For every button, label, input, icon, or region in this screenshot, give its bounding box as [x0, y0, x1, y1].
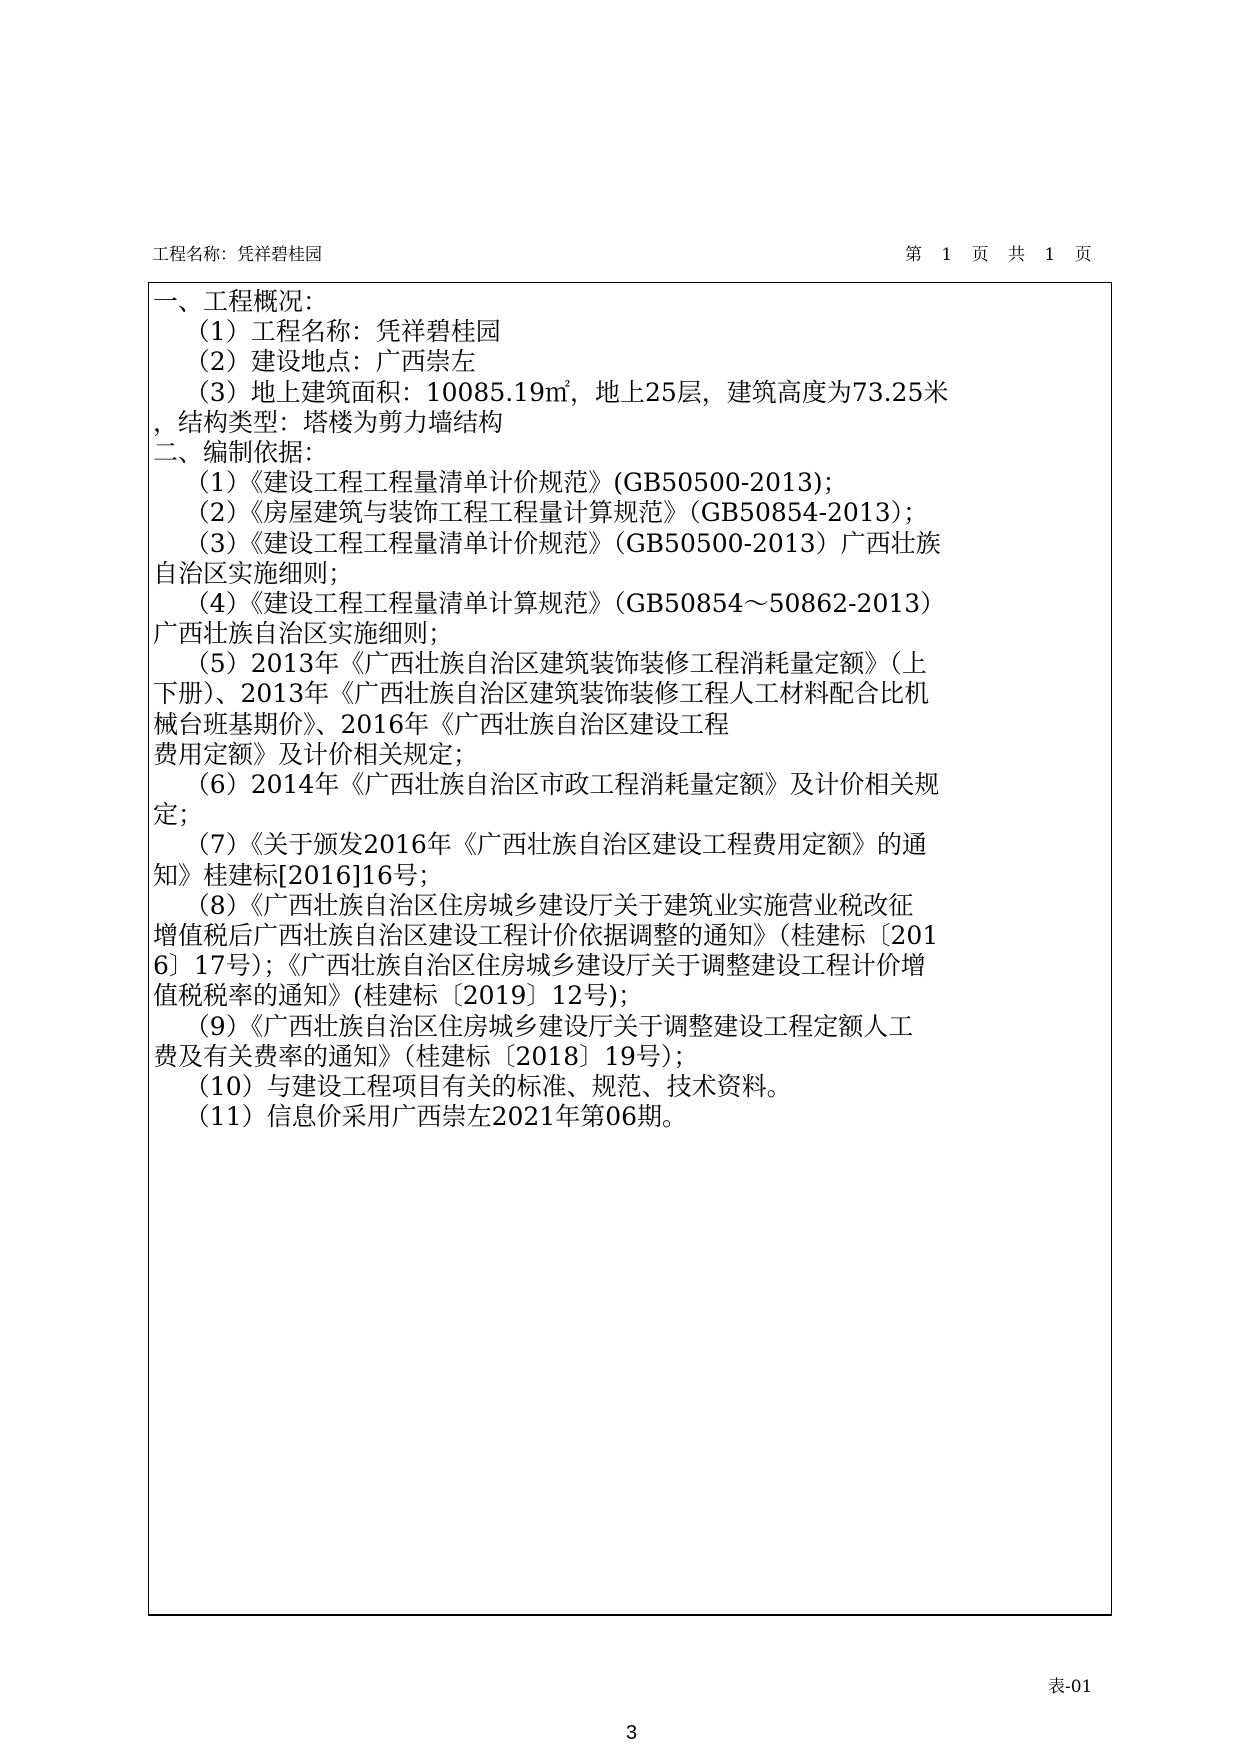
text-line: （7）《关于颁发2016年《广西壮族自治区建设工程费用定额》的通	[153, 830, 927, 860]
page-number: 3	[626, 1722, 638, 1744]
text-line: 定；	[153, 800, 204, 830]
text-line: 费及有关费率的通知》（桂建标〔2018〕19号）；	[153, 1041, 699, 1071]
text-line: 知》桂建标[2016]16号；	[153, 860, 443, 890]
text-line: （3）地上建筑面积：10085.19㎡，地上25层，建筑高度为73.25米	[153, 377, 949, 407]
text-line: （9）《广西壮族自治区住房城乡建设厅关于调整建设工程定额人工	[153, 1011, 914, 1041]
text-line: 增值税后广西壮族自治区建设工程计价依据调整的通知》（桂建标〔201	[153, 920, 939, 950]
text-line: 下册）、2013年《广西壮族自治区建筑装饰装修工程人工材料配合比机	[153, 679, 930, 709]
text-line: （8）《广西壮族自治区住房城乡建设厅关于建筑业实施营业税改征	[153, 890, 914, 920]
text-line: 广西壮族自治区实施细则；	[153, 619, 454, 649]
text-line: （1）《建设工程工程量清单计价规范》(GB50500-2013)；	[153, 468, 848, 498]
text-line: （5）2013年《广西壮族自治区建筑装饰装修工程消耗量定额》（上	[153, 649, 927, 679]
text-line: （3）《建设工程工程量清单计价规范》（GB50500-2013）广西壮族	[153, 528, 941, 558]
text-line: （4）《建设工程工程量清单计算规范》（GB50854～50862-2013）	[153, 588, 946, 618]
text-line: （2）建设地点：广西崇左	[153, 347, 476, 377]
text-line: 费用定额》及计价相关规定；	[153, 739, 479, 769]
page-info: 第 1 页 共 1 页	[905, 245, 1094, 265]
description-box	[148, 282, 1112, 1616]
project-name-label: 工程名称：凭祥碧桂园	[152, 245, 322, 265]
text-line: （11）信息价采用广西崇左2021年第06期。	[153, 1102, 688, 1132]
text-line: （1）工程名称：凭祥碧桂园	[153, 317, 501, 347]
text-line: 6〕17号）；《广西壮族自治区住房城乡建设厅关于调整建设工程计价增	[153, 951, 926, 981]
text-line: ，结构类型：塔楼为剪力墙结构	[153, 407, 504, 437]
text-line: （6）2014年《广西壮族自治区市政工程消耗量定额》及计价相关规	[153, 770, 940, 799]
text-line: 自治区实施细则；	[153, 558, 354, 588]
section-heading: 二、编制依据：	[153, 437, 329, 467]
table-number: 表-01	[1048, 1677, 1093, 1697]
text-line: （2）《房屋建筑与装饰工程工程量计算规范》（GB50854-2013）；	[153, 498, 929, 528]
text-line: 械台班基期价》、2016年《广西壮族自治区建设工程	[153, 709, 730, 739]
description-text	[153, 287, 1109, 1132]
text-line: 值税税率的通知》(桂建标〔2019〕12号)；	[153, 981, 643, 1011]
text-line: （10）与建设工程项目有关的标准、规范、技术资料。	[153, 1071, 792, 1101]
section-heading: 一、工程概况：	[153, 287, 329, 316]
